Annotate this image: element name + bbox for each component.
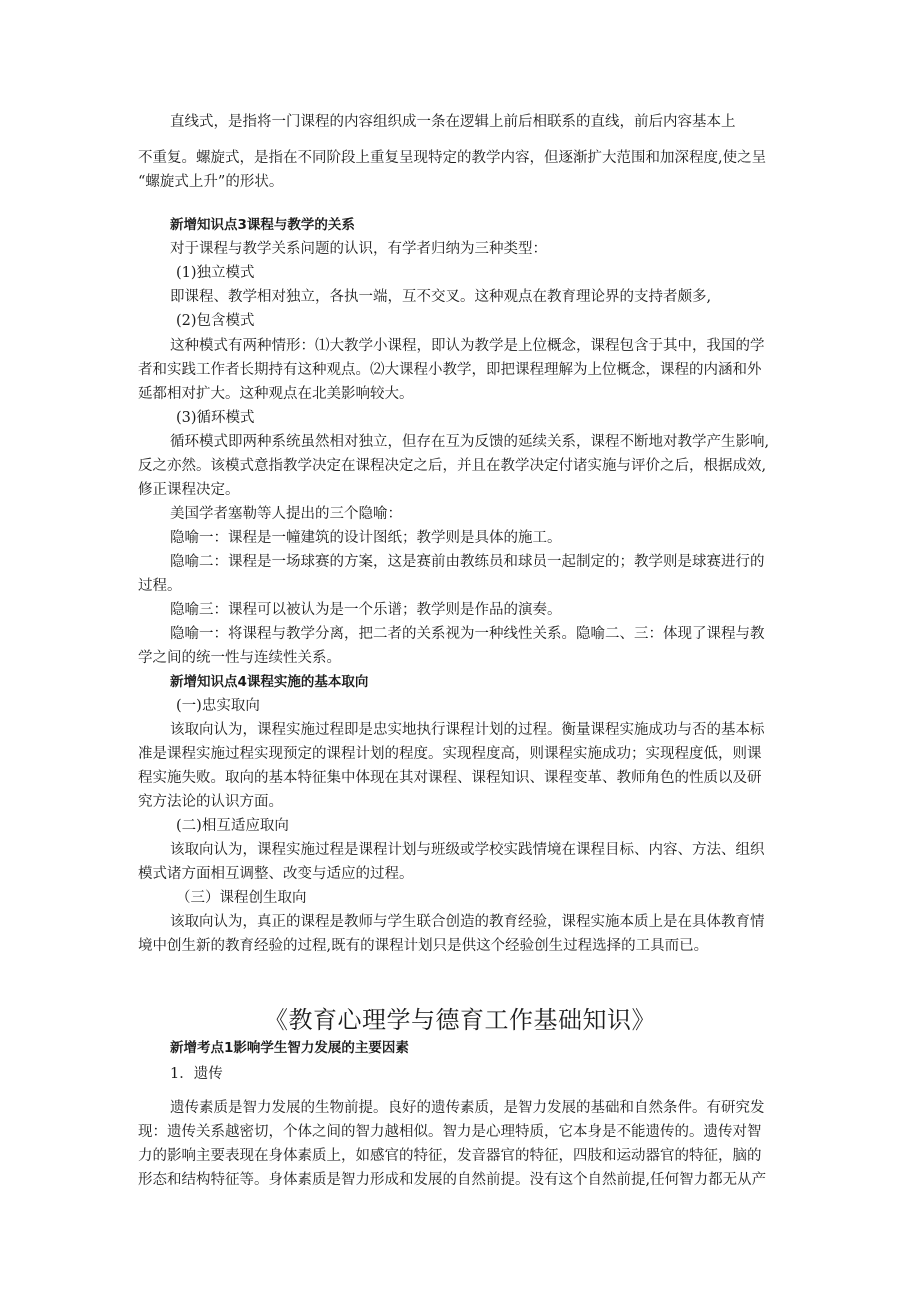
paragraph-line: 者和实践工作者长期持有这种观点。⑵大课程小教学，即把课程理解为上位概念，课程的内涵和外 xyxy=(138,362,762,378)
paragraph-line: 不重复。螺旋式，是指在不同阶段上重复呈现特定的教学内容，但逐渐扩大范围和加深程度,使之呈 xyxy=(138,150,767,166)
paragraph-line: “螺旋式上升”的形状。 xyxy=(138,174,284,190)
section-heading: 新增知识点4课程实施的基本取向 xyxy=(170,674,369,690)
paragraph-line: 过程。 xyxy=(138,578,182,594)
subheading: (二)相互适应取向 xyxy=(176,818,289,834)
section-heading: 新增考点1影响学生智力发展的主要因素 xyxy=(170,1040,409,1056)
paragraph-line: 准是课程实施过程实现预定的课程计划的程度。实现程度高，则课程实施成功；实现程度低，则课 xyxy=(138,746,762,762)
paragraph-line: 形态和结构特征等。身体素质是智力形成和发展的自然前提。没有这个自然前提,任何智力都无从产 xyxy=(138,1172,767,1188)
list-item-label: 1．遗传 xyxy=(170,1066,223,1082)
section-heading: 新增知识点3课程与教学的关系 xyxy=(170,217,355,233)
paragraph-line: 即课程、教学相对独立，各执一端，互不交叉。这种观点在教育理论界的支持者颇多, xyxy=(170,289,712,305)
subheading: (3)循环模式 xyxy=(176,410,255,426)
paragraph-line: 隐喻一：课程是一幢建筑的设计图纸；教学则是具体的施工。 xyxy=(170,530,562,546)
paragraph-line: 该取向认为，课程实施过程即是忠实地执行课程计划的过程。衡量课程实施成功与否的基本标 xyxy=(170,722,765,738)
paragraph-line: 延都相对扩大。这种观点在北美影响较大。 xyxy=(138,386,414,402)
paragraph-line: 该取向认为，真正的课程是教师与学生联合创造的教育经验，课程实施本质上是在具体教育情 xyxy=(170,914,765,930)
paragraph-line: 对于课程与教学关系问题的认识，有学者归纳为三种类型： xyxy=(170,241,547,257)
subheading: (1)独立模式 xyxy=(176,265,255,281)
paragraph-line: 直线式，是指将一门课程的内容组织成一条在逻辑上前后相联系的直线，前后内容基本上 xyxy=(170,114,736,130)
paragraph-line: 循环模式即两种系统虽然相对独立，但存在互为反馈的延续关系，课程不断地对教学产生影响, xyxy=(170,434,770,450)
paragraph-line: 这种模式有两种情形：⑴大教学小课程，即认为教学是上位概念，课程包含于其中，我国的学 xyxy=(170,338,765,354)
subheading: (2)包含模式 xyxy=(176,313,255,329)
paragraph-line: 现：遗传关系越密切，个体之间的智力越相似。智力是心理特质，它本身是不能遗传的。遗传对智 xyxy=(138,1124,762,1140)
subheading: (一)忠实取向 xyxy=(176,698,260,714)
paragraph-line: 隐喻一：将课程与教学分离，把二者的关系视为一种线性关系。隐喻二、三：体现了课程与教 xyxy=(170,626,765,642)
paragraph-line: 隐喻三：课程可以被认为是一个乐谱；教学则是作品的演奏。 xyxy=(170,602,562,618)
part-title: 《教育心理学与德育工作基础知识》 xyxy=(264,1006,656,1034)
paragraph-line: 反之亦然。该模式意指教学决定在课程决定之后，并且在教学决定付诸实施与评价之后，根据成效, xyxy=(138,458,767,474)
paragraph-line: 美国学者塞勒等人提出的三个隐喻： xyxy=(170,506,402,522)
paragraph-line: 修正课程决定。 xyxy=(138,482,240,498)
paragraph-line: 程实施失败。取向的基本特征集中体现在其对课程、课程知识、课程变革、教师角色的性质以及研 xyxy=(138,770,762,786)
paragraph-line: 究方法论的认识方面。 xyxy=(138,794,283,810)
paragraph-line: 模式诸方面相互调整、改变与适应的过程。 xyxy=(138,866,414,882)
paragraph-line: 力的影响主要表现在身体素质上，如感官的特征，发音器官的特征，四肢和运动器官的特征，脑的 xyxy=(138,1148,762,1164)
paragraph-line: 境中创生新的教育经验的过程,既有的课程计划只是供这个经验创生过程选择的工具而已。 xyxy=(138,938,709,954)
subheading: （三）课程创生取向 xyxy=(176,890,307,906)
paragraph-line: 该取向认为，课程实施过程是课程计划与班级或学校实践情境在课程目标、内容、方法、组织 xyxy=(170,842,765,858)
paragraph-line: 隐喻二：课程是一场球赛的方案，这是赛前由教练员和球员一起制定的；教学则是球赛进行的 xyxy=(170,554,765,570)
paragraph-line: 学之间的统一性与连续性关系。 xyxy=(138,650,341,666)
paragraph-line: 遗传素质是智力发展的生物前提。良好的遗传素质，是智力发展的基础和自然条件。有研究发 xyxy=(170,1100,765,1116)
